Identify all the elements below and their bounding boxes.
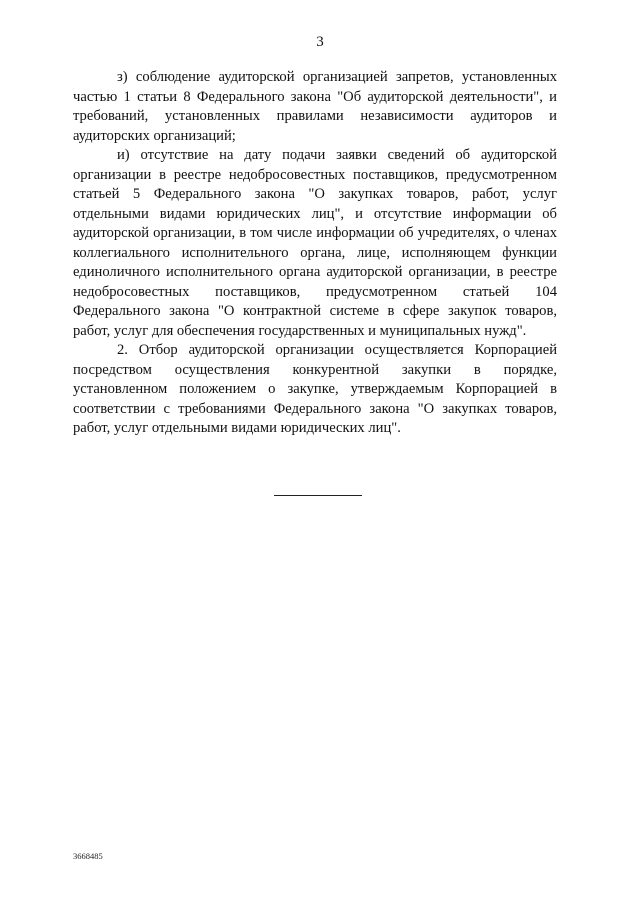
document-code: 3668485 [73, 851, 103, 861]
document-body [73, 68, 557, 439]
paragraph-2: 2. Отбор аудиторской организации осуществляется Корпорацией посредством осуществления конкурентной закупки в порядке, установленном положением о закупке, утверждаемым Корпорацией в соответствии с требованиями Федерального закона "О закупках товаров, работ, услуг отдельными видами юридических лиц". [73, 342, 557, 436]
end-separator-line [274, 495, 362, 496]
page-number: 3 [316, 34, 324, 50]
paragraph-z: з) соблюдение аудиторской организацией запретов, установленных частью 1 статьи 8 Федерального закона "Об аудиторской деятельности", и требований, установленных правилами независимости аудиторов и аудиторских организаций; [73, 69, 557, 144]
paragraph-i: и) отсутствие на дату подачи заявки сведений об аудиторской организации в реестре недобросовестных поставщиков, предусмотренном статьей 5 Федерального закона "О закупках товаров, работ, услуг отдельными видами юридических лиц", и отсутствие информации об аудиторской организации, в том числе информации об учредителях, о членах коллегиального исполнительного органа, лице, исполняющем функции единоличного исполнительного органа аудиторской организации, в реестре недобросовестных поставщиков, предусмотренном статьей 104 Федерального закона "О контрактной системе в сфере закупок товаров, работ, услуг для обеспечения государственных и муниципальных нужд". [73, 147, 557, 339]
